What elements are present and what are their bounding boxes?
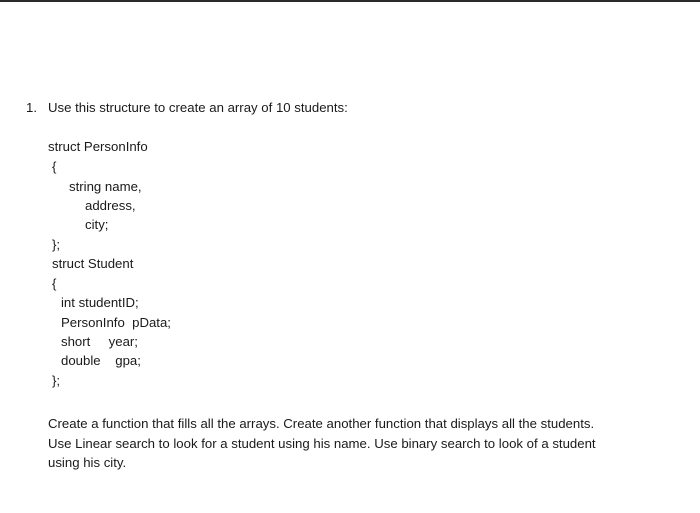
top-border [0,0,700,2]
struct-student-field-studentid: int studentID; [61,295,139,310]
instructions-paragraph [48,414,648,473]
struct-personinfo-open-brace: { [52,159,57,174]
instructions-line: using his city. [48,455,127,470]
struct-personinfo-close-brace: }; [52,237,61,252]
struct-student-header: struct Student [52,256,134,271]
instructions-line: Create a function that fills all the arrays. Create another function that displays all the students. [48,416,595,431]
struct-personinfo-header: struct PersonInfo [48,139,148,154]
struct-student-field-pdata: PersonInfo pData; [61,315,171,330]
question-prompt: Use this structure to create an array of 10 students: [48,100,348,115]
question-number: 1. [26,100,37,115]
struct-personinfo-field-name: string name, [69,179,142,194]
struct-student-field-year: short year; [61,334,138,349]
struct-student-field-gpa: double gpa; [61,353,141,368]
struct-student-close-brace: }; [52,373,61,388]
struct-student-open-brace: { [52,276,57,291]
struct-personinfo-field-address: address, [85,198,136,213]
struct-personinfo-field-city: city; [85,217,109,232]
instructions-line: Use Linear search to look for a student using his name. Use binary search to look of a student [48,435,596,451]
